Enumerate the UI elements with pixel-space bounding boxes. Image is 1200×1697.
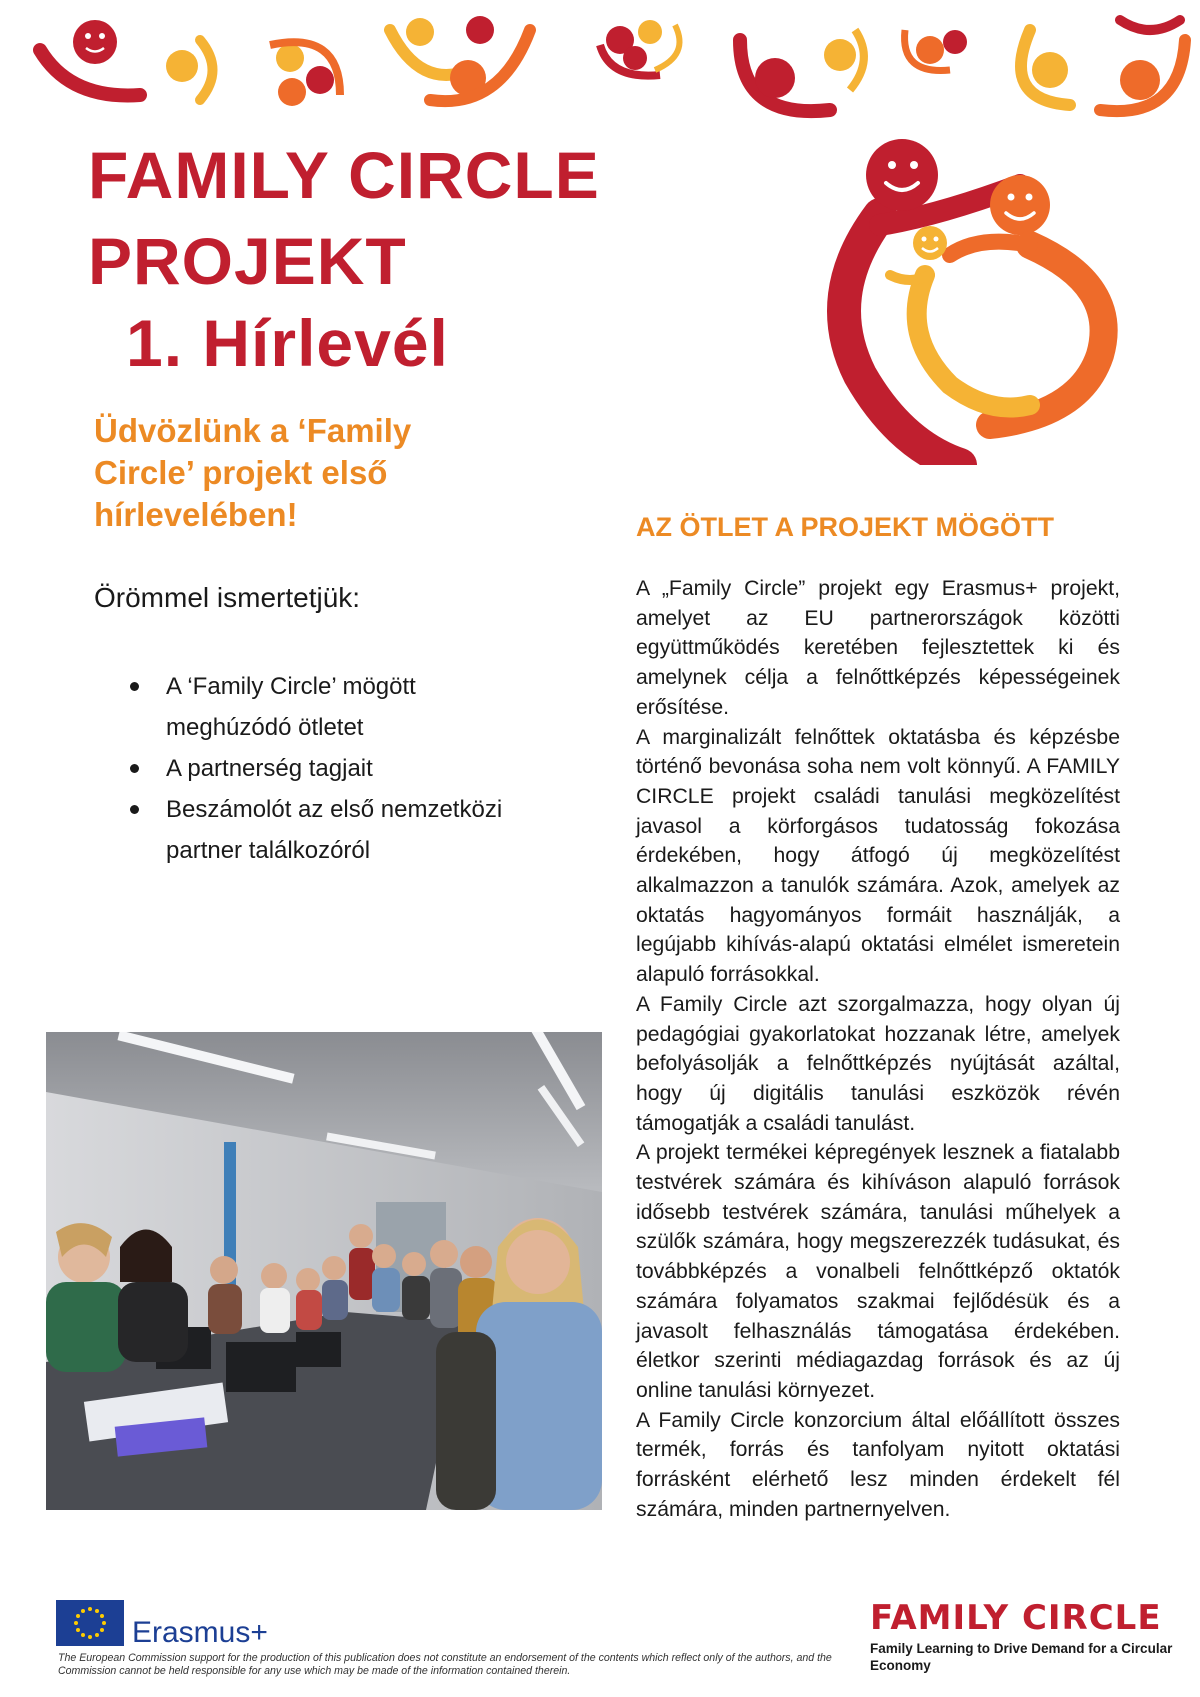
page-title-line-2: PROJEKT [88,224,407,298]
body-paragraph: A Family Circle azt szorgalmazza, hogy olyan új pedagógiai gyakorlatokat hozzanak létre, amelyek befolyásolják a felnőttképzés nyújtását azáltal, hogy új digitális tanulási eszközök révén támogatják a családi tanulást. [636,992,1120,1135]
welcome-heading: Üdvözlünk a ‘Family Circle’ projekt első hírlevelében! [94,412,412,533]
page-title-line-1: FAMILY CIRCLE [88,138,600,212]
smiley-decoration-icon [40,16,1185,111]
footer-brand-title: FAMILY CIRCLE [870,1598,1162,1638]
body-paragraph: A projekt termékei képregények lesznek a fiatalabb testvérek számára és kihíváson alapuló források idősebb testvérek számára, tanulási műhelyek a szülők számára, hogy megszerezzék tudásukat, és továbbképzés a vonalbeli felnőttképző oktatók számára folyamatos szakmai fejlődésük és a javasolt felhasználás támogatása érdekében. életkor szerinti médiagazdag források és az új online tanulási környezet. [636,1141,1120,1402]
body-paragraph: A „Family Circle” projekt egy Erasmus+ projekt, amelyet az EU partnerországok közötti együttműködés keretében fejlesztettek ki és amelynek célja a felnőttképzés képességeinek erősítése. [636,577,1120,719]
list-item: A ‘Family Circle’ mögött meghúzódó ötletet [126,666,546,748]
newsletter-number: 1. Hírlevél [126,306,449,380]
section-heading: AZ ÖTLET A PROJEKT MÖGÖTT [636,512,1054,542]
family-circle-logo-icon [820,135,1130,465]
intro-text: Örömmel ismertetjük: [94,582,361,613]
article-body [636,574,1120,1525]
header-decoration [0,0,1200,140]
body-paragraph: A Family Circle konzorcium által előállított összes termék, forrás és tanfolyam nyitott oktatási forrásként elérhető lesz minden érdekelt fél számára, minden partnernyelven. [636,1408,1120,1521]
eu-flag-icon [56,1600,124,1646]
footer-brand [870,1598,1190,1674]
list-item: A partnerség tagjait [126,748,546,789]
footer-brand-subtitle: Family Learning to Drive Demand for a Circular Economy [870,1641,1173,1673]
meeting-photo [46,1032,602,1510]
disclaimer-text: The European Commission support for the production of this publication does not constitute an endorsement of the contents which reflect only of the authors, and the Commission cannot be held responsible for any use which may be made of the information contained therein. [58,1652,832,1677]
list-item: Beszámolót az első nemzetközi partner találkozóról [126,789,546,871]
erasmus-logo-text: Erasmus+ [132,1616,268,1649]
body-paragraph: A marginalizált felnőttek oktatásba és képzésbe történő bevonása soha nem volt könnyű. A FAMILY CIRCLE projekt családi tanulási megközelítést javasol a körforgásos tudatosság fokozása érdekében, hogy átfogó új megközelítést alkalmazzon a tanulók számára. Azok, amelyek az oktatás hagyományos formáit használják, a legújabb kihívás-alapú oktatási elmélet ismeretein alapuló forrásokkal. [636,725,1120,987]
bullet-list [126,666,546,871]
